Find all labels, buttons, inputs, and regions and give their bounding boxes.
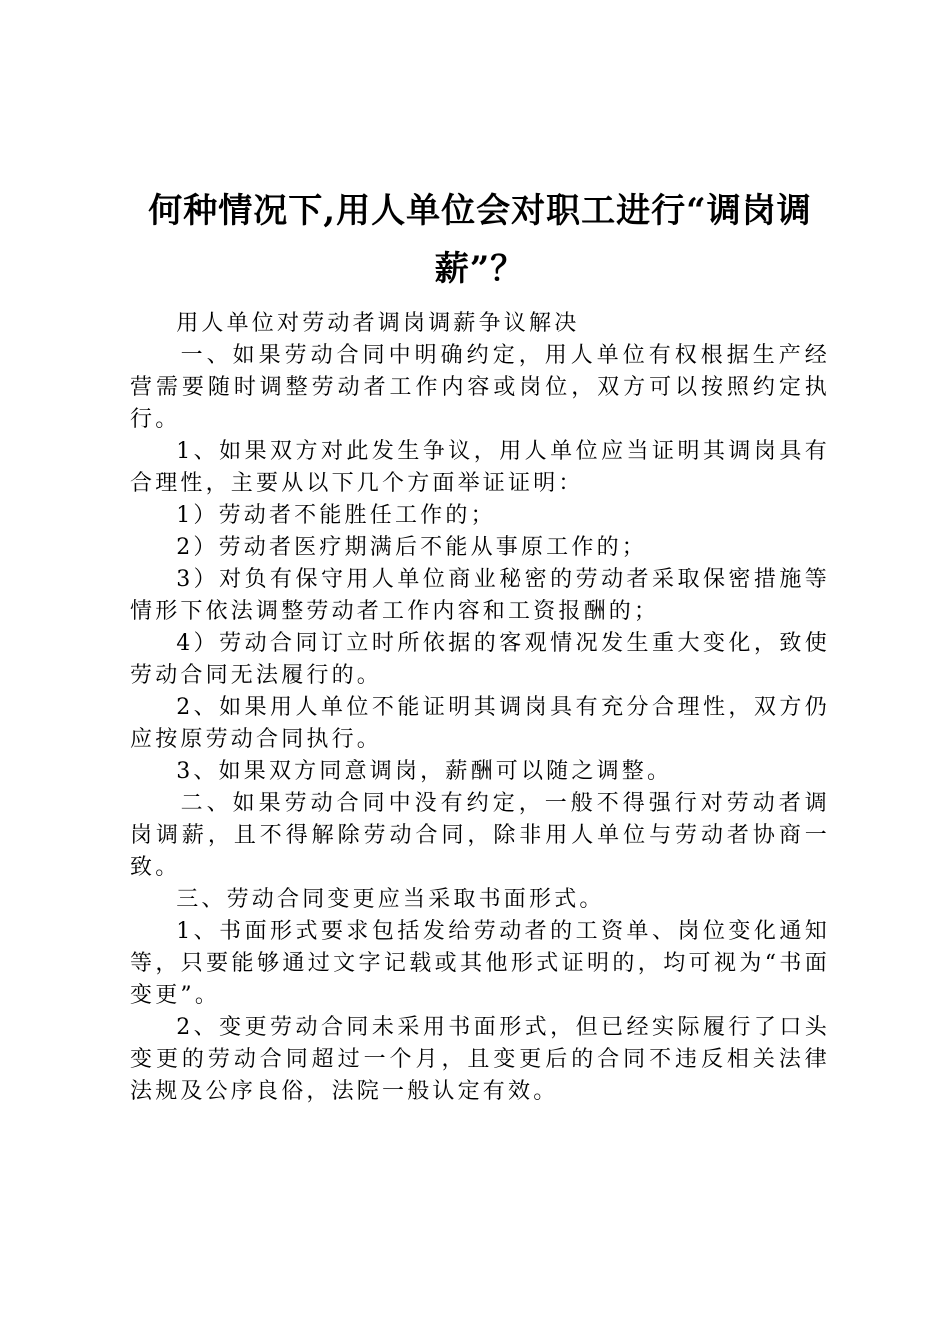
paragraph-subitem-2: 2）劳动者医疗期满后不能从事原工作的； bbox=[176, 535, 647, 560]
document-body bbox=[130, 308, 830, 1108]
paragraph-intro: 用人单位对劳动者调岗调薪争议解决 bbox=[176, 311, 580, 336]
paragraph-subitem-1: 1）劳动者不能胜任工作的； bbox=[176, 503, 496, 528]
paragraph-subitem-4: 4）劳动合同订立时所依据的客观情况发生重大变化，致使劳动合同无法履行的。 bbox=[130, 631, 830, 688]
document-title: 何种情况下,用人单位会对职工进行“调岗调薪”？ bbox=[148, 191, 812, 289]
paragraph-section-2: 二、如果劳动合同中没有约定，一般不得强行对劳动者调岗调薪，且不得解除劳动合同，除非用人单位与劳动者协商一致。 bbox=[130, 791, 830, 880]
paragraph-item-2: 2、如果用人单位不能证明其调岗具有充分合理性，双方仍应按原劳动合同执行。 bbox=[130, 695, 830, 752]
paragraph-item-3-1: 1、书面形式要求包括发给劳动者的工资单、岗位变化通知等，只要能够通过文字记载或其他形式证明的，均可视为“书面变更”。 bbox=[130, 919, 830, 1008]
paragraph-subitem-3: 3）对负有保守用人单位商业秘密的劳动者采取保密措施等情形下依法调整劳动者工作内容和工资报酬的； bbox=[130, 567, 830, 624]
paragraph-section-1: 一、如果劳动合同中明确约定，用人单位有权根据生产经营需要随时调整劳动者工作内容或岗位，双方可以按照约定执行。 bbox=[130, 343, 830, 432]
paragraph-item-3: 3、如果双方同意调岗，薪酬可以随之调整。 bbox=[176, 759, 673, 784]
document-page bbox=[130, 182, 830, 1108]
paragraph-item-3-2: 2、变更劳动合同未采用书面形式，但已经实际履行了口头变更的劳动合同超过一个月，且变更后的合同不违反相关法律法规及公序良俗，法院一般认定有效。 bbox=[130, 1015, 830, 1104]
paragraph-section-3: 三、劳动合同变更应当采取书面形式。 bbox=[176, 887, 605, 912]
paragraph-item-1: 1、如果双方对此发生争议，用人单位应当证明其调岗具有合理性，主要从以下几个方面举证证明： bbox=[130, 439, 830, 496]
